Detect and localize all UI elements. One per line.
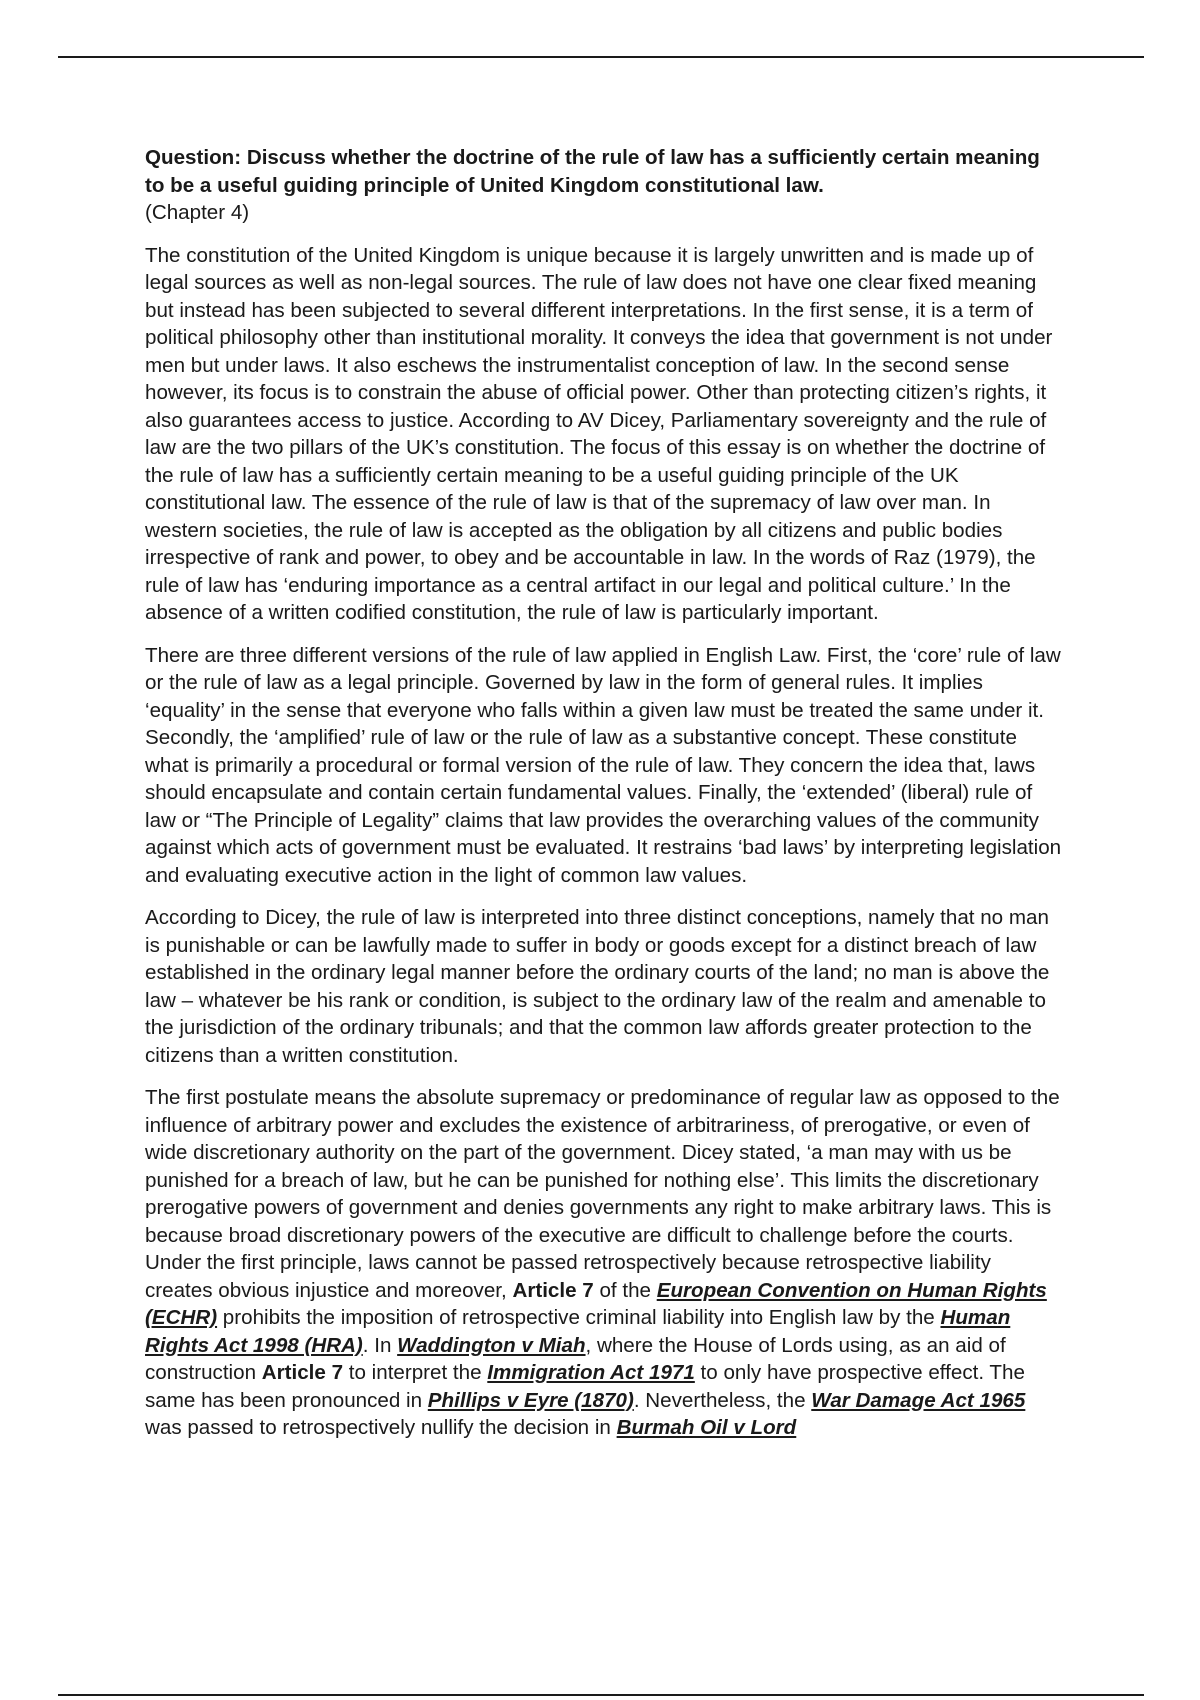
paragraph-dicey-conceptions: According to Dicey, the rule of law is interpreted into three distinct conceptions, namely that no man is punishable or can be lawfully made to suffer in body or goods except for a distinct breach of law established in the ordinary legal manner before the ordinary courts of the land; no man is above the law – whatever be his rank or condition, is subject to the ordinary law of the realm and amenable to the jurisdiction of the ordinary tribunals; and that the common law affords greater protection to the citizens than a written constitution. [145,906,1050,1067]
bottom-rule [58,1694,1144,1696]
echr-reference: European Convention on Human Rights (ECHR) [145,1278,1047,1329]
question-heading: Question: Discuss whether the doctrine of the rule of law has a sufficiently certain meaning to be a useful guiding principle of United Kingdom constitutional law. [145,146,1040,197]
text-segment: . In [362,1333,398,1357]
top-rule [58,56,1144,58]
waddington-case-reference: Waddington v Miah [397,1333,586,1357]
article-7-reference-second: Article 7 [261,1361,344,1384]
document-body [145,144,1063,1457]
text-segment: , where the House of Lords using, as an aid of construction [145,1333,1006,1384]
text-segment: of the [593,1278,657,1302]
burmah-case-reference: Burmah Oil v Lord [616,1416,797,1439]
war-damage-act-reference: War Damage Act 1965 [811,1388,1026,1412]
paragraph-first-postulate [145,1084,1063,1442]
chapter-reference: (Chapter 4) [145,201,250,224]
text-segment: was passed to retrospectively nullify the decision in [145,1416,617,1439]
immigration-act-reference: Immigration Act 1971 [487,1361,695,1384]
paragraph-introduction: The constitution of the United Kingdom is unique because it is largely unwritten and is made up of legal sources as well as non-legal sources. The rule of law does not have one clear fixed meaning but instead has been subjected to several different interpretations. In the first sense, it is a term of political philosophy other than institutional morality. It conveys the idea that government is not under men but under laws. It also eschews the instrumentalist conception of law. In the second sense however, its focus is to constrain the abuse of official power. Other than protecting citizen’s rights, it also guarantees access to justice. According to AV Dicey, Parliamentary sovereignty and the rule of law are the two pillars of the UK’s constitution. The focus of this essay is on whether the doctrine of the rule of law has a sufficiently certain meaning to be a useful guiding principle of the UK constitutional law. The essence of the rule of law is that of the supremacy of law over man. In western societies, the rule of law is accepted as the obligation by all citizens and public bodies irrespective of rank and power, to obey and be accountable in law. In the words of Raz (1979), the rule of law has ‘enduring importance as a central artifact in our legal and political culture.’ In the absence of a written codified constitution, the rule of law is particularly important. [145,243,1053,624]
hra-reference: Human Rights Act 1998 (HRA) [145,1306,1011,1357]
text-segment: . Nevertheless, the [633,1388,812,1412]
text-segment: to interpret the [343,1361,488,1384]
article-7-reference: Article 7 [512,1278,594,1302]
text-segment: The first postulate means the absolute supremacy or predominance of regular law as opposed to the influence of arbitrary power and excludes the existence of arbitrariness, of prerogative, or even of wide discretionary authority on the part of the government. Dicey stated, ‘a man may with us be punished for a breach of law, but he can be punished for nothing else’. This limits the discretionary prerogative powers of government and denies governments any right to make arbitrary laws. This is because broad discretionary powers of the executive are difficult to challenge before the courts. Under the first principle, laws cannot be passed retrospectively because retrospective liability creates obvious injustice and moreover, [145,1086,1060,1302]
text-segment: prohibits the imposition of retrospective criminal liability into English law by the [217,1306,941,1329]
text-segment: to only have prospective effect. The same has been pronounced in [145,1361,1025,1412]
phillips-case-reference: Phillips v Eyre (1870) [427,1388,634,1412]
paragraph-three-versions: There are three different versions of the rule of law applied in English Law. First, the ‘core’ rule of law or the rule of law as a legal principle. Governed by law in the form of general rules. It implies ‘equality’ in the sense that everyone who falls within a given law must be treated the same under it. Secondly, the ‘amplified’ rule of law or the rule of law as a substantive concept. These constitute what is primarily a procedural or formal version of the rule of law. They concern the idea that, laws should encapsulate and contain certain fundamental values. Finally, the ‘extended’ (liberal) rule of law or “The Principle of Legality” claims that law provides the overarching values of the community against which acts of government must be evaluated. It restrains ‘bad laws’ by interpreting legislation and evaluating executive action in the light of common law values. [145,643,1062,887]
